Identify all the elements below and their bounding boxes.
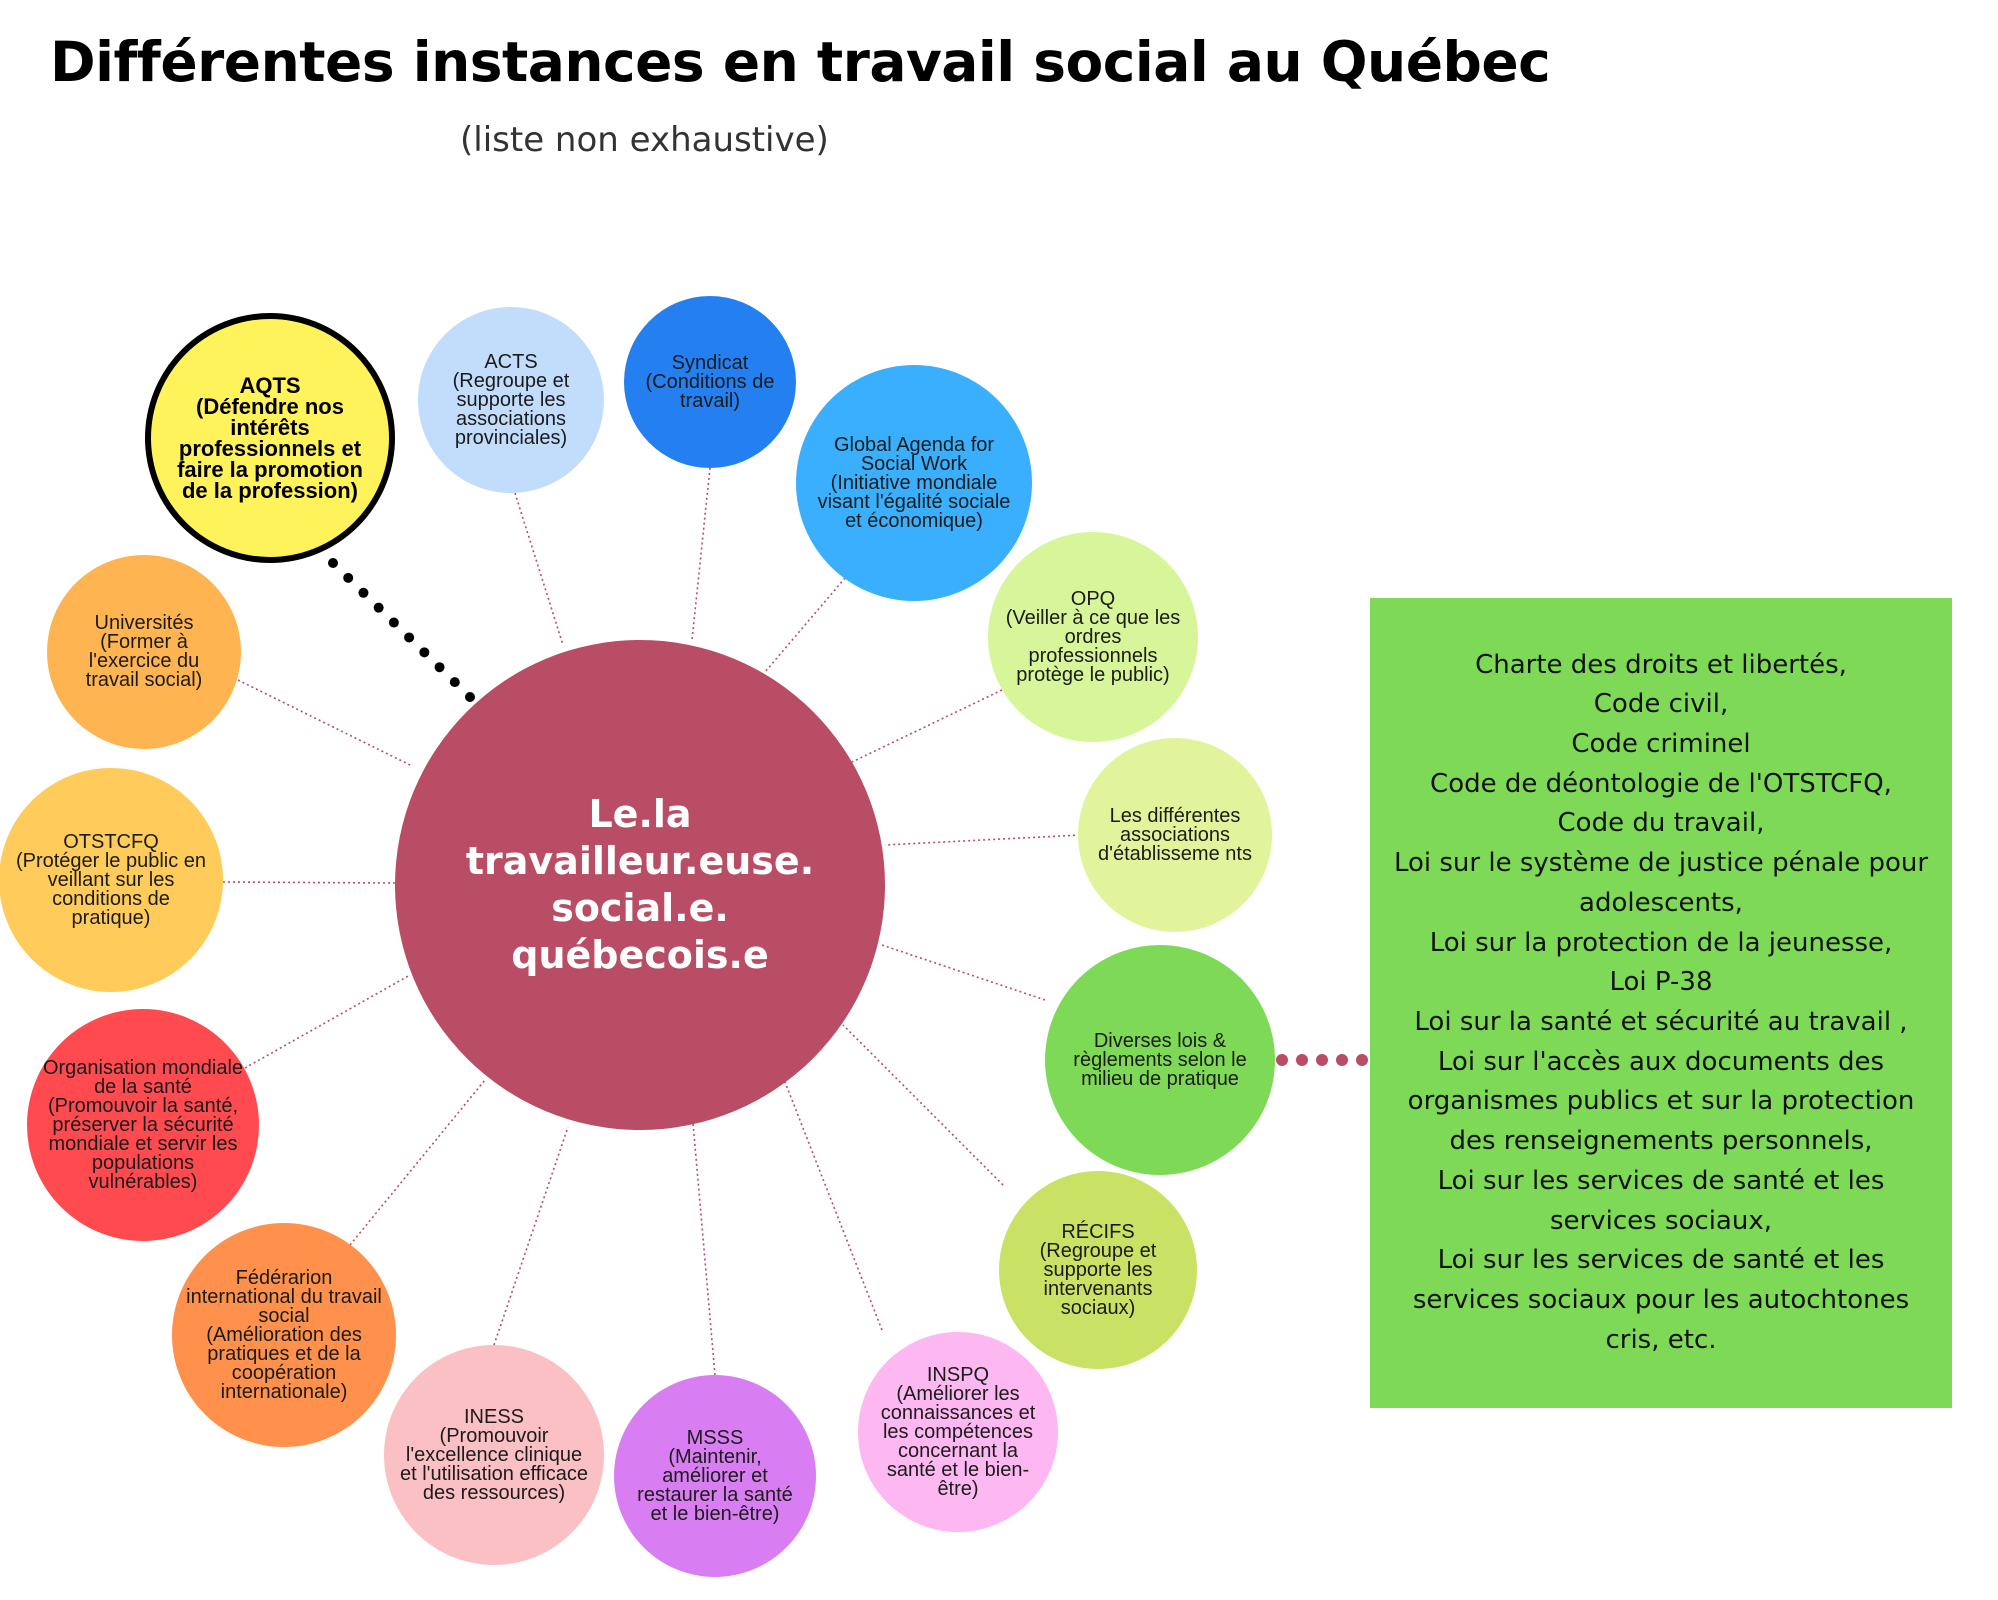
law-item: Code du travail,: [1557, 808, 1765, 839]
connector-line-universites: [238, 680, 410, 765]
laws-list: [1382, 646, 1940, 1361]
aqts-connector-dot: [450, 677, 460, 687]
node-universites-label: Universités (Former à l'exercice du travail social): [85, 612, 203, 691]
node-recifs-label: RÉCIFS (Regroupe et supporte les intervenants sociaux): [1039, 1220, 1157, 1319]
page-title: Différentes instances en travail social au Québec: [50, 30, 1551, 94]
aqts-connector-dot: [328, 558, 338, 568]
connector-line-msss: [693, 1123, 715, 1375]
connector-line-otstcfq: [223, 882, 395, 883]
aqts-connector-dot: [435, 662, 445, 672]
connector-line-opq: [852, 690, 1002, 762]
node-federation-label: Fédérarion international du travail social (Amélioration des pratiques et de la coopération internationale): [186, 1266, 382, 1403]
connector-line-oms: [245, 975, 410, 1068]
law-item: Loi sur les services de santé et les services sociaux,: [1437, 1165, 1885, 1236]
node-syndicat: [624, 296, 796, 468]
aqts-connector-dot: [343, 573, 353, 583]
law-item: Charte des droits et libertés,: [1475, 649, 1847, 680]
node-msss-label: MSSS (Maintenir, améliorer et restaurer la santé et le bien-être): [637, 1426, 793, 1525]
law-item: Code de déontologie de l'OTSTCFQ,: [1430, 768, 1892, 799]
connector-line-global-agenda: [765, 578, 845, 672]
aqts-connector-dot: [389, 618, 399, 628]
aqts-connector-dot: [419, 647, 429, 657]
node-otstcfq-label: OTSTCFQ (Protéger le public en veillant sur les conditions de pratique): [15, 830, 207, 929]
laws-connector-dot: [1356, 1054, 1368, 1066]
node-aqts-label: AQTS (Défendre nos intérêts professionnels et faire la promotion de la profession): [177, 373, 363, 503]
node-syndicat-label: Syndicat (Conditions de travail): [645, 351, 775, 412]
node-oms-label: Organisation mondiale de la santé (Promouvoir la santé, préserver la sécurité mondiale et servir les populations vulnérables): [42, 1056, 244, 1193]
node-global-agenda-label: Global Agenda for Social Work (Initiative mondiale visant l'égalité sociale et économique): [817, 433, 1011, 532]
node-global-agenda: [796, 365, 1032, 601]
connector-line-associations: [885, 835, 1080, 845]
laws-connector-dot: [1336, 1054, 1348, 1066]
node-diverses-lois: [1045, 945, 1275, 1175]
node-otstcfq: [0, 768, 223, 992]
aqts-connector-dot: [465, 692, 475, 702]
node-associations-label: Les différentes associations d'établisseme nts: [1098, 804, 1252, 865]
node-inspq: [858, 1332, 1058, 1532]
laws-box: [1370, 598, 1952, 1408]
connector-line-diverses-lois: [882, 945, 1045, 1000]
law-item: Loi P-38: [1609, 967, 1713, 998]
law-item: Loi sur les services de santé et les services sociaux pour les autochtones cris, etc.: [1412, 1245, 1910, 1355]
node-iness-label: INESS (Promouvoir l'excellence clinique et l'utilisation efficace des ressources): [400, 1405, 588, 1504]
center-node: [395, 640, 885, 1130]
page-subtitle: (liste non exhaustive): [460, 120, 829, 160]
connector-line-recifs: [843, 1025, 1003, 1185]
node-diverses-lois-label: Diverses lois & règlements selon le milieu de pratique: [1073, 1029, 1247, 1090]
law-item: Loi sur le système de justice pénale pour adolescents,: [1393, 848, 1929, 918]
law-item: Loi sur l'accès aux documents des organismes publics et sur la protection des renseignements personnels,: [1407, 1046, 1915, 1157]
node-inspq-label: INSPQ (Améliorer les connaissances et les compétences concernant la santé et le bien-être): [880, 1363, 1036, 1500]
connector-line-syndicat: [692, 468, 710, 640]
connector-line-federation: [350, 1080, 485, 1245]
node-opq-label: OPQ (Veiller à ce que les ordres professionnels protège le public): [1005, 587, 1181, 686]
connector-line-iness: [494, 1127, 568, 1345]
node-opq: [988, 532, 1198, 742]
law-item: Code civil,: [1593, 689, 1729, 720]
law-item: Loi sur la protection de la jeunesse,: [1429, 927, 1893, 958]
law-item: Code criminel: [1571, 729, 1751, 760]
center-node-label: Le.la travailleur.euse. social.e. québecois.e: [465, 792, 815, 977]
connector-line-acts: [515, 493, 563, 645]
node-federation: [172, 1223, 396, 1447]
node-associations: [1078, 738, 1272, 932]
aqts-connector-dot: [358, 588, 368, 598]
node-recifs: [999, 1171, 1197, 1369]
aqts-connector-dot: [374, 603, 384, 613]
connector-line-inspq: [785, 1082, 882, 1330]
laws-connector-dot: [1296, 1054, 1308, 1066]
laws-connector-dot: [1316, 1054, 1328, 1066]
node-acts: [418, 307, 604, 493]
laws-connector-dot: [1276, 1054, 1288, 1066]
aqts-connector-dot: [404, 632, 414, 642]
node-acts-label: ACTS (Regroupe et supporte les associations provinciales): [452, 350, 570, 449]
node-msss: [614, 1375, 816, 1577]
node-universites: [47, 555, 241, 749]
law-item: Loi sur la santé et sécurité au travail ,: [1414, 1007, 1908, 1037]
node-oms: [27, 1009, 259, 1241]
node-aqts: [145, 313, 395, 563]
node-iness: [384, 1345, 604, 1565]
